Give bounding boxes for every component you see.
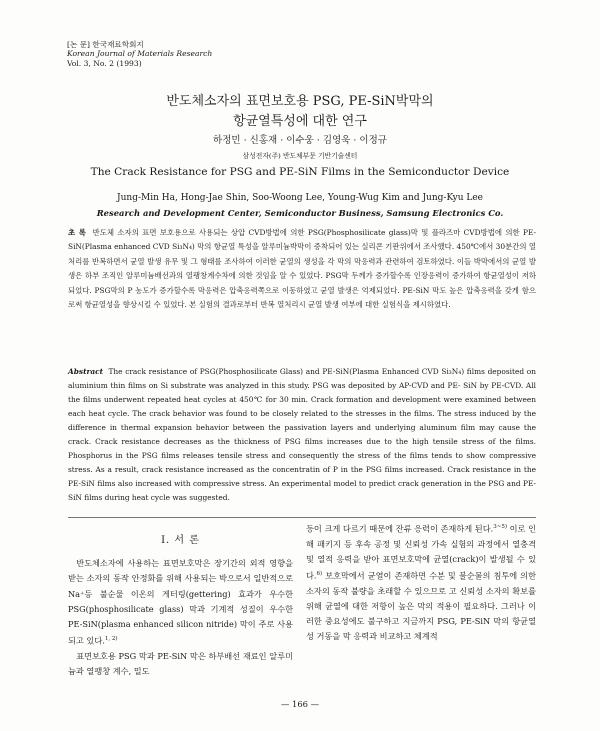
abstract-ko — [68, 226, 536, 312]
abstract-ko-text: 반도체 소자의 표면 보호용으로 사용되는 상압 CVD방법에 의한 PSG(Phosphosilicate glass)막 및 플라즈마 CVD방법에 의한 PE-SiN(Plasma enhanced CVD Si₃N₄) 막의 항균열 특성을 알루미늄박막이 증착되어 있는 실리콘 기판위에서 조사했다. 450℃에서 30분간의 열처리를 반복하면서 균열 발생 유무 및 그 형태를 조사하여 이러한 균열의 생성을 각 막의 막응력과 관련하여 검토하였다. 이들 박막에서의 균열 발생은 하부 조직인 알루미늄배선과의 열팽창계수차에 의한 것임을 알 수 있었다. PSG막 두께가 증가할수록 인장응력이 증가하여 항균열성이 저하되었다. PSG막의 P 농도가 증가할수록 막응력은 압축응력쪽으로 이동하였고 균열 발생은 억제되었다. PE-SiN 막도 높은 압축응력을 갖게 함으로써 항균열성을 향상시킬 수 있었다. 본 실험의 결과로부터 반복 열처리시 균열 발생 여부에 대한 실험식을 제시하였다. — [68, 228, 536, 310]
intro-text-part-3: 보호막에서 균열이 존재하면 수분 및 불순물의 침투에 의한 소자의 동작 불량을 초래할 수 있으므로 고 신뢰성 소자의 확보를 위해 균열에 대한 저항이 높은 막의 적용이 필요하다. 그러나 이러한 중요성에도 불구하고 지금까지 PSG, PE-SiN 막의 항균열성 거동을 막 응력과 비교하고 체계적 — [306, 570, 536, 642]
citation-ref: 6) — [316, 571, 323, 578]
body-column-left — [68, 533, 293, 680]
intro-paragraph-2-continued — [306, 520, 536, 644]
affiliation-en: Research and Development Center, Semiconductor Business, Samsung Electronics Co. — [96, 208, 504, 218]
body-column-right — [306, 520, 536, 644]
paper-title-en: The Crack Resistance for PSG and PE-SiN Films in the Semiconductor Device — [90, 166, 510, 178]
journal-name-en: Korean Journal of Materials Research — [67, 49, 213, 59]
paper-title-ko-line2: 항균열특성에 대한 연구 — [233, 114, 367, 129]
intro-text-part-1: 등이 크게 다르기 때문에 잔류 응력이 존재하게 된다. — [306, 523, 494, 534]
section-heading-introduction: I. 서 론 — [161, 535, 200, 546]
intro-text-part-2: 이로 인해 패키지 등 후속 공정 및 신뢰성 가속 실험의 과정에서 열충격 및 열적 응력을 받아 표면보호막에 균열(crack)이 발생될 수 있다. — [306, 523, 537, 581]
affiliation-ko: 삼성전자(주) 반도체부문 기반기술센터 — [242, 152, 358, 160]
journal-name-ko: [논 문] 한국재료학회지 — [67, 40, 144, 49]
paper-title-ko — [0, 92, 600, 132]
citation-ref: 3~5) — [493, 524, 507, 530]
abstract-en-label: Abstract — [68, 367, 104, 376]
authors-ko: 하정민 · 신홍재 · 이수웅 · 김영욱 · 이정규 — [213, 135, 387, 146]
authors-en: Jung-Min Ha, Hong-Jae Shin, Soo-Woong Lee, Young-Wug Kim and Jung-Kyu Lee — [117, 193, 483, 203]
abstract-en-text: The crack resistance of PSG(Phosphosilicate Glass) and PE-SiN(Plasma Enhanced CVD Si₃N₄) films deposited on aluminium thin films on Si substrate was analyzed in this study. PSG was deposited by AP-CVD and PE- SiN by PE-CVD. All the films underwent repeated heat cycles at 450℃ for 30 min. Crack formation and development were examined between each heat cycle. The crack behavior was found to be closely related to the stresses in the films. The stress induced by the difference in thermal expansion behavior between the passivation layers and underlying aluminum film may cause the crack. Crack resistance decreases as the thickness of PSG films increases due to the high tensile stress of the films. Phosphorus in the PSG films releases tensile stress and consequently the stress of the films tends to show compressive stress. As a result, crack resistance increased as the concentratin of P in the PSG films increased. Crack resistance in the PE-SiN films also increased with compressive stress. An experimental model to predict crack generation in the PSG and PE-SiN films during heat cycle was suggested. — [68, 367, 536, 502]
abstract-ko-label: 초 록 — [68, 228, 86, 237]
abstract-en — [68, 365, 536, 505]
citation-ref: 1, 2) — [104, 636, 118, 643]
paper-title-ko-line1: 반도체소자의 표면보호용 PSG, PE-SiN박막의 — [166, 94, 434, 109]
page-number: — 166 — — [280, 699, 320, 709]
journal-masthead — [67, 40, 212, 68]
intro-paragraph-2: 표면보호용 PSG 막과 PE-SiN 막은 하부배선 재료인 알루미늄과 열팽창 계수, 밀도 — [68, 651, 293, 677]
intro-paragraph-1 — [68, 556, 293, 649]
intro-paragraph-1-text: 반도체소자에 사용하는 표면보호막은 장기간의 외적 영향을 받는 소자의 동작 안정화를 위해 사용되는 박으로서 일반적으로 Na⁺등 불순물 이온의 게터링(gettering) 효과가 우수한 PSG(phosphosilicate glass) 막과 기계적 성질이 우수한 PE-SiN(plasma enhanced silicon nitride) 막이 주로 사용되고 있다. — [68, 558, 293, 646]
section-divider — [68, 517, 536, 518]
journal-volume: Vol. 3, No. 2 (1993) — [67, 58, 142, 68]
